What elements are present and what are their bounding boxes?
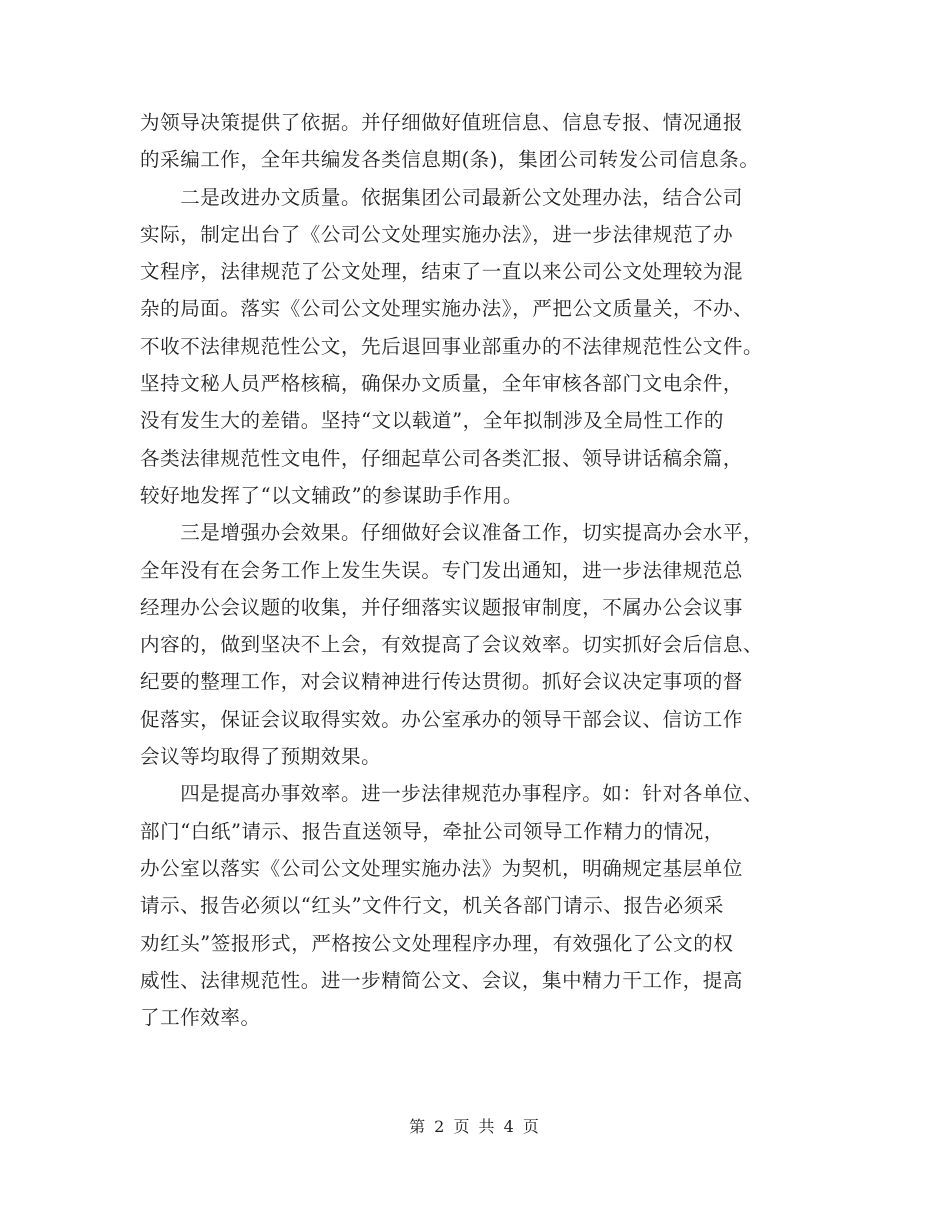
text-line: 各类法律规范性文电件，仔细起草公司各类汇报、领导讲话稿余篇， bbox=[140, 446, 744, 470]
text-line: 二是改进办文质量。依据集团公司最新公文处理办法，结合公司 bbox=[140, 185, 744, 209]
text-line: 内容的，做到坚决不上会，有效提高了会议效率。切实抓好会后信息、 bbox=[140, 633, 764, 657]
text-line: 纪要的整理工作，对会议精神进行传达贯彻。抓好会议决定事项的督 bbox=[140, 670, 744, 694]
text-line: 文程序，法律规范了公文处理，结束了一直以来公司公文处理较为混 bbox=[140, 260, 744, 284]
text-line: 请示、报告必须以“红头”文件行文，机关各部门请示、报告必须采 bbox=[140, 894, 724, 918]
text-line: 实际，制定出台了《公司公文处理实施办法》，进一步法律规范了办 bbox=[140, 222, 734, 246]
text-line: 经理办公会议题的收集，并仔细落实议题报审制度，不属办公会议事 bbox=[140, 595, 744, 619]
text-line: 威性、法律规范性。进一步精简公文、会议，集中精力干工作，提高 bbox=[140, 968, 744, 992]
paragraph-meeting-effect bbox=[140, 514, 820, 775]
text-line: 杂的局面。落实《公司公文处理实施办法》，严把公文质量关，不办、 bbox=[140, 297, 754, 321]
text-line: 会议等均取得了预期效果。 bbox=[140, 745, 382, 769]
text-line: 四是提高办事效率。进一步法律规范办事程序。如：针对各单位、 bbox=[140, 782, 764, 806]
paragraph-work-efficiency bbox=[140, 775, 820, 1036]
page-number-footer: 第 2 页 共 4 页 bbox=[409, 1117, 541, 1136]
text-line: 劝红头”签报形式，严格按公文处理程序办理，有效强化了公文的权 bbox=[140, 931, 734, 955]
text-line: 三是增强办会效果。仔细做好会议准备工作，切实提高办会水平， bbox=[140, 521, 764, 545]
text-line: 没有发生大的差错。坚持“文以载道”，全年拟制涉及全局性工作的 bbox=[140, 409, 724, 433]
text-line: 的采编工作，全年共编发各类信息期(条)，集团公司转发公司信息条。 bbox=[140, 148, 760, 172]
text-line: 不收不法律规范性公文，先后退回事业部重办的不法律规范性公文件。 bbox=[140, 334, 764, 358]
text-line: 全年没有在会务工作上发生失误。专门发出通知，进一步法律规范总 bbox=[140, 558, 744, 582]
paragraph-intro-continuation bbox=[140, 104, 820, 179]
text-line: 部门“白纸”请示、报告直送领导，牵扯公司领导工作精力的情况， bbox=[140, 819, 724, 843]
text-line: 坚持文秘人员严格核稿，确保办文质量，全年审核各部门文电余件， bbox=[140, 372, 744, 396]
document-body bbox=[140, 104, 820, 1036]
paragraph-document-quality bbox=[140, 179, 820, 515]
text-line: 较好地发挥了“以文辅政”的参谋助手作用。 bbox=[140, 483, 523, 507]
text-line: 促落实，保证会议取得实效。办公室承办的领导干部会议、信访工作 bbox=[140, 707, 744, 731]
text-line: 办公室以落实《公司公文处理实施办法》为契机，明确规定基层单位 bbox=[140, 856, 744, 880]
text-line: 了工作效率。 bbox=[140, 1006, 261, 1030]
text-line: 为领导决策提供了依据。并仔细做好值班信息、信息专报、情况通报 bbox=[140, 111, 744, 134]
